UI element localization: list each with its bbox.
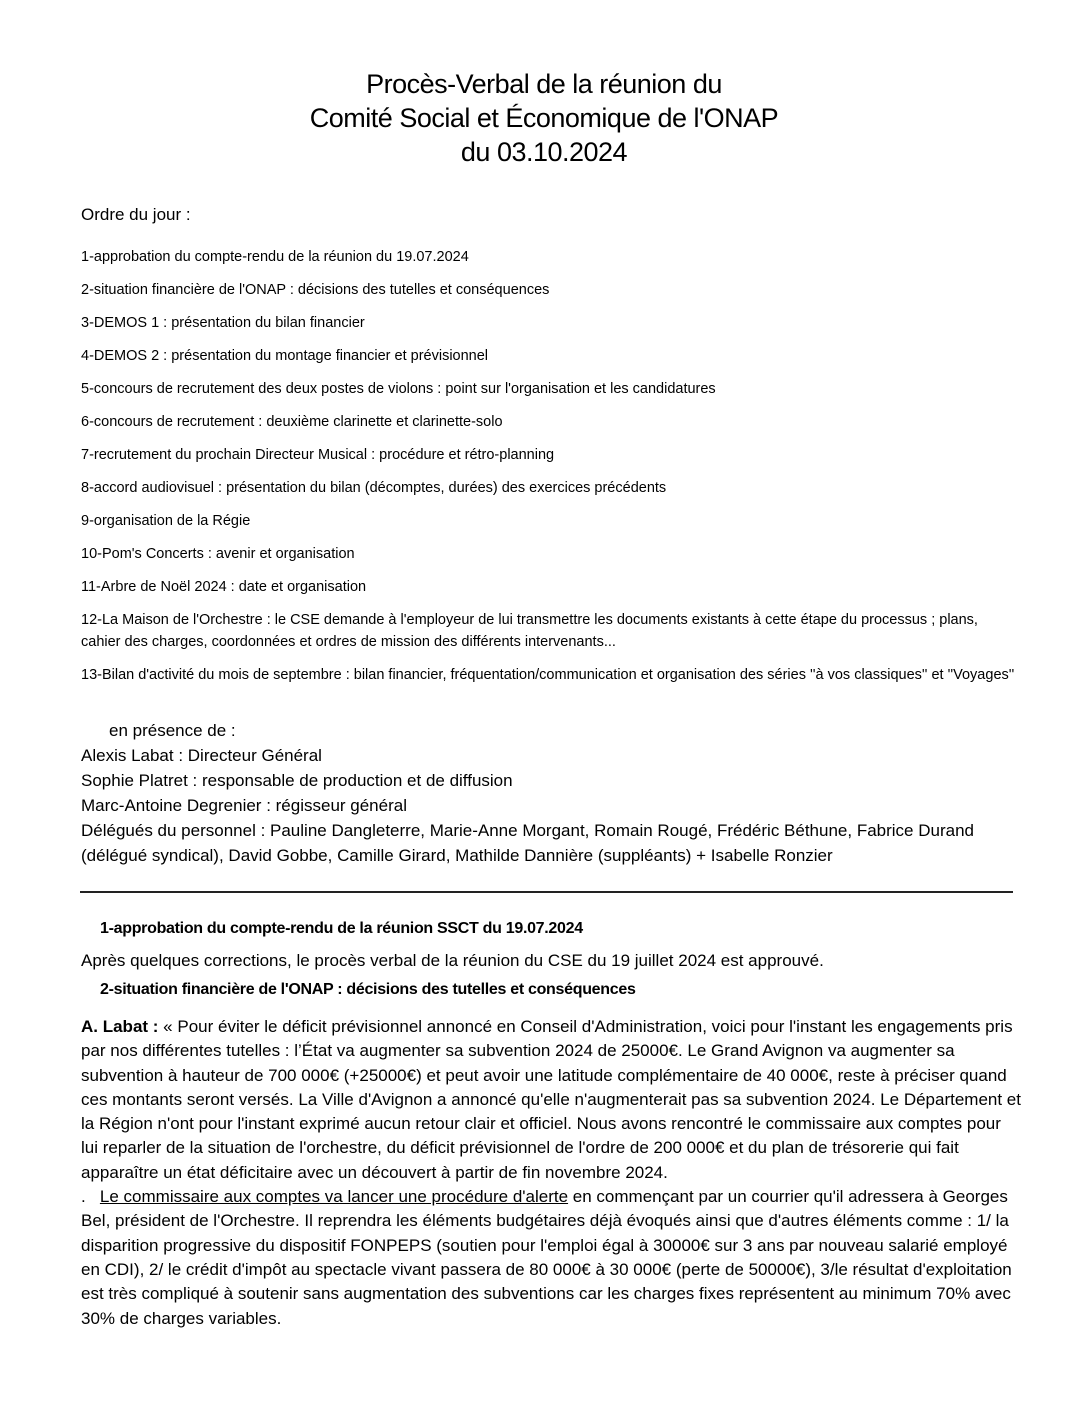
section-2-body (81, 1015, 1021, 1331)
agenda-item: 1-approbation du compte-rendu de la réunion du 19.07.2024 (81, 249, 469, 265)
attendees (81, 718, 1021, 868)
agenda-item: 12-La Maison de l'Orchestre : le CSE demande à l'employeur de lui transmettre les documents existants à cette étape du processus ; plans, cahier des charges, coordonnées et ordres de mission des différents intervenants... (81, 612, 978, 650)
agenda-item: 9-organisation de la Régie (81, 513, 251, 529)
section-1-heading: 1-approbation du compte-rendu de la réunion SSCT du 19.07.2024 (100, 920, 583, 937)
agenda-label: Ordre du jour : (81, 205, 191, 224)
agenda-item: 7-recrutement du prochain Directeur Musical : procédure et rétro-planning (81, 447, 555, 463)
document-title (0, 67, 1088, 169)
paragraph-text: « Pour éviter le déficit prévisionnel annoncé en Conseil d'Administration, voici pour l'instant les engagements pris par nos différentes tutelles : l’État va augmenter sa subvention 2024 de 25000€. Le Grand Avignon va augmenter sa subvention à hauteur de 700 000€ (+25000€) et peut avoir une latitude complémentaire de 40 000€, reste à préciser quand ces montants seront versés. La Ville d'Avignon a annoncé qu'elle n'augmenterait pas sa subvention 2024. Le Département et la Région n'ont pour l'instant exprimé aucun retour clair et officiel. Nous avons rencontré le commissaire aux comptes pour lui reparler de la situation de l'orchestre, du déficit prévisionnel de l'ordre de 200 000€ et du plan de trésorerie qui fait apparaître un état déficitaire avec un découvert à partir de fin novembre 2024. (81, 1017, 1021, 1182)
underlined-alert-text: Le commissaire aux comptes va lancer une procédure d'alerte (99, 1187, 569, 1207)
paragraph-text: en commençant par un courrier qu'il adressera à Georges Bel, président de l'Orchestre. Il reprendra les éléments budgétaires déjà évoqués ainsi que d'autres éléments comme : 1/ la disparition progressive du dispositif FONPEPS (soutien pour l'emploi égal à 30000€ sur 3 ans par nouveau salarié employé en CDI), 2/ le crédit d'impôt au spectacle vivant passera de 80 000€ à 30 000€ (perte de 50000€), 3/le résultat d'exploitation est très compliqué à soutenir sans augmentation des subventions car les charges fixes représentent au minimum 70% avec 30% de charges variables. (81, 1187, 1012, 1328)
speaker-name: A. Labat : (81, 1017, 159, 1036)
attendees-intro: en présence de : (109, 721, 236, 740)
attendee-line: Sophie Platret : responsable de production et de diffusion (81, 771, 513, 790)
attendee-line: Marc-Antoine Degrenier : régisseur général (81, 796, 407, 815)
agenda-item: 6-concours de recrutement : deuxième clarinette et clarinette-solo (81, 414, 503, 430)
horizontal-divider (80, 891, 1013, 893)
section-2-paragraph-1 (81, 1015, 1021, 1185)
title-line-1: Procès-Verbal de la réunion du (366, 69, 722, 99)
section-2-heading: 2-situation financière de l'ONAP : décisions des tutelles et conséquences (100, 981, 636, 998)
agenda-item: 5-concours de recrutement des deux postes de violons : point sur l'organisation et les candidatures (81, 381, 716, 397)
title-line-3: du 03.10.2024 (460, 137, 628, 167)
agenda-item: 8-accord audiovisuel : présentation du bilan (décomptes, durées) des exercices précédents (81, 480, 667, 496)
agenda-item: 10-Pom's Concerts : avenir et organisation (81, 546, 355, 562)
agenda-item: 2-situation financière de l'ONAP : décisions des tutelles et conséquences (81, 282, 550, 298)
section-2-paragraph-2 (81, 1185, 1021, 1331)
attendee-line: Alexis Labat : Directeur Général (81, 746, 322, 765)
agenda-item: 4-DEMOS 2 : présentation du montage financier et prévisionnel (81, 348, 489, 364)
attendee-line: Délégués du personnel : Pauline Dangleterre, Marie-Anne Morgant, Romain Rougé, Frédéric Béthune, Fabrice Durand (délégué syndical), David Gobbe, Camille Girard, Mathilde Dannière (suppléants) + Isabelle Ronzier (81, 821, 974, 865)
section-1-text: Après quelques corrections, le procès verbal de la réunion du CSE du 19 juillet 2024 est approuvé. (81, 951, 824, 970)
paragraph-prefix: . (81, 1187, 100, 1207)
agenda-item: 13-Bilan d'activité du mois de septembre : bilan financier, fréquentation/communication et organisation des séries ''à vos classiques'' et ''Voyages'' (81, 667, 1015, 683)
agenda-item: 3-DEMOS 1 : présentation du bilan financier (81, 315, 365, 331)
agenda-list (81, 246, 1021, 697)
agenda-item: 11-Arbre de Noël 2024 : date et organisation (81, 579, 367, 595)
title-line-2: Comité Social et Économique de l'ONAP (309, 103, 779, 133)
